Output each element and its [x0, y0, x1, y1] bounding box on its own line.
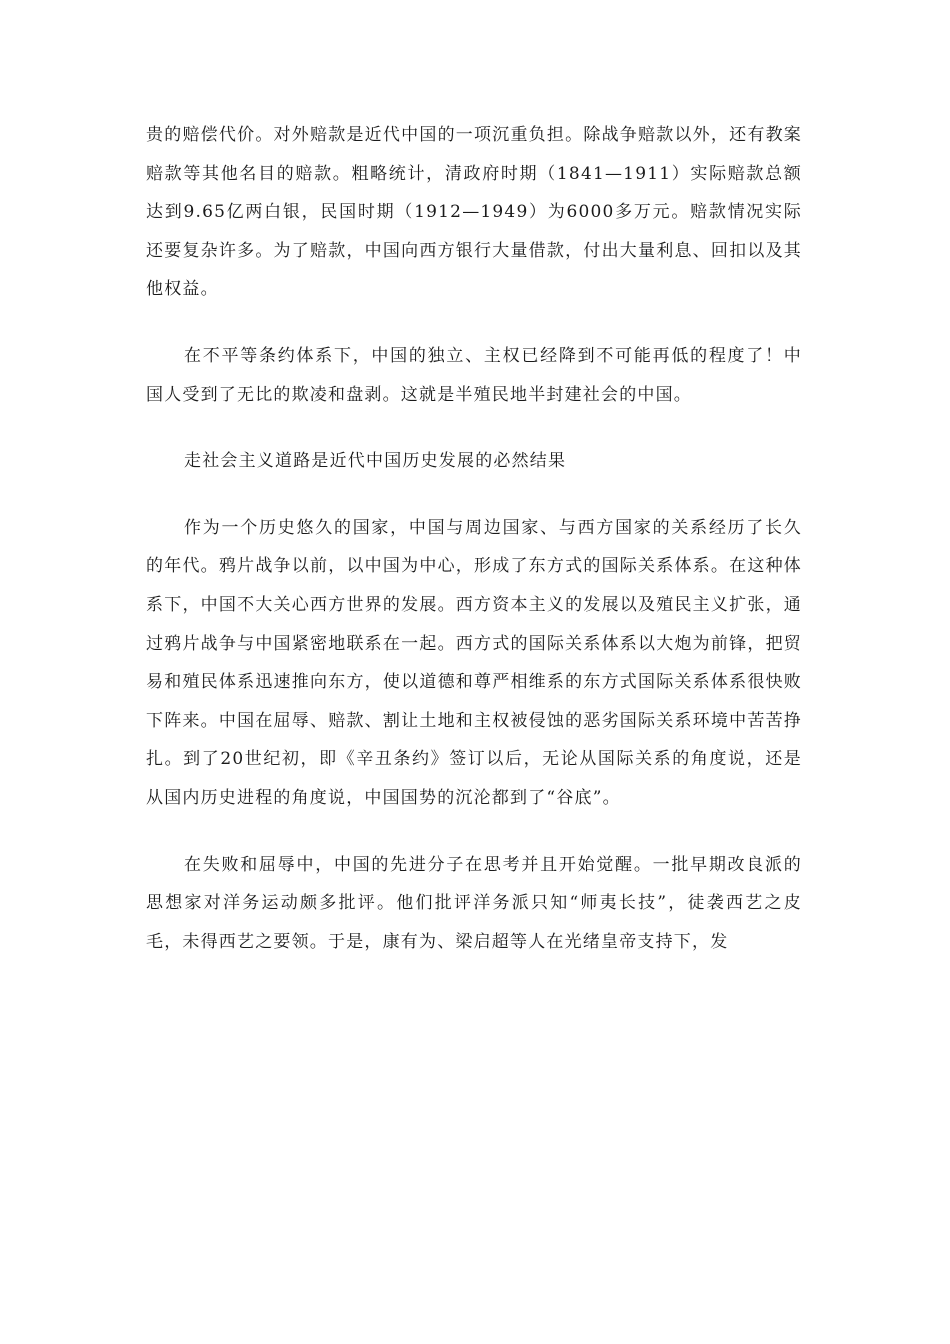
paragraph-international-relations: 作为一个历史悠久的国家，中国与周边国家、与西方国家的关系经历了长久的年代。鸦片战争以前，以中国为中心，形成了东方式的国际关系体系。在这种体系下，中国不大关心西方世界的发展。西方资本主义的发展以及殖民主义扩张，通过鸦片战争与中国紧密地联系在一起。西方式的国际关系体系以大炮为前锋，把贸易和殖民体系迅速推向东方，使以道德和尊严相维系的东方式国际关系体系很快败下阵来。中国在屈辱、赔款、割让土地和主权被侵蚀的恶劣国际关系环境中苦苦挣扎。到了20世纪初，即《辛丑条约》签订以后，无论从国际关系的角度说，还是从国内历史进程的角度说，中国国势的沉沦都到了“谷底”。: [146, 517, 802, 808]
section-heading: 走社会主义道路是近代中国历史发展的必然结果: [184, 451, 567, 472]
paragraph-awakening: 在失败和屈辱中，中国的先进分子在思考并且开始觉醒。一批早期改良派的思想家对洋务运动颇多批评。他们批评洋务派只知“师夷长技”，徒袭西艺之皮毛，未得西艺之要领。于是，康有为、梁启超等人在光绪皇帝支持下，发: [146, 854, 802, 952]
paragraph-unequal-treaties: 在不平等条约体系下，中国的独立、主权已经降到不可能再低的程度了！中国人受到了无比的欺凌和盘剥。这就是半殖民地半封建社会的中国。: [146, 345, 802, 405]
paragraph-reparations: 贵的赔偿代价。对外赔款是近代中国的一项沉重负担。除战争赔款以外，还有教案赔款等其他名目的赔款。粗略统计，清政府时期（1841—1911）实际赔款总额达到9.65亿两白银，民国时期（1912—1949）为6000多万元。赔款情况实际还要复杂许多。为了赔款，中国向西方银行大量借款，付出大量利息、回扣以及其他权益。: [146, 125, 802, 300]
document-body: [146, 116, 802, 961]
